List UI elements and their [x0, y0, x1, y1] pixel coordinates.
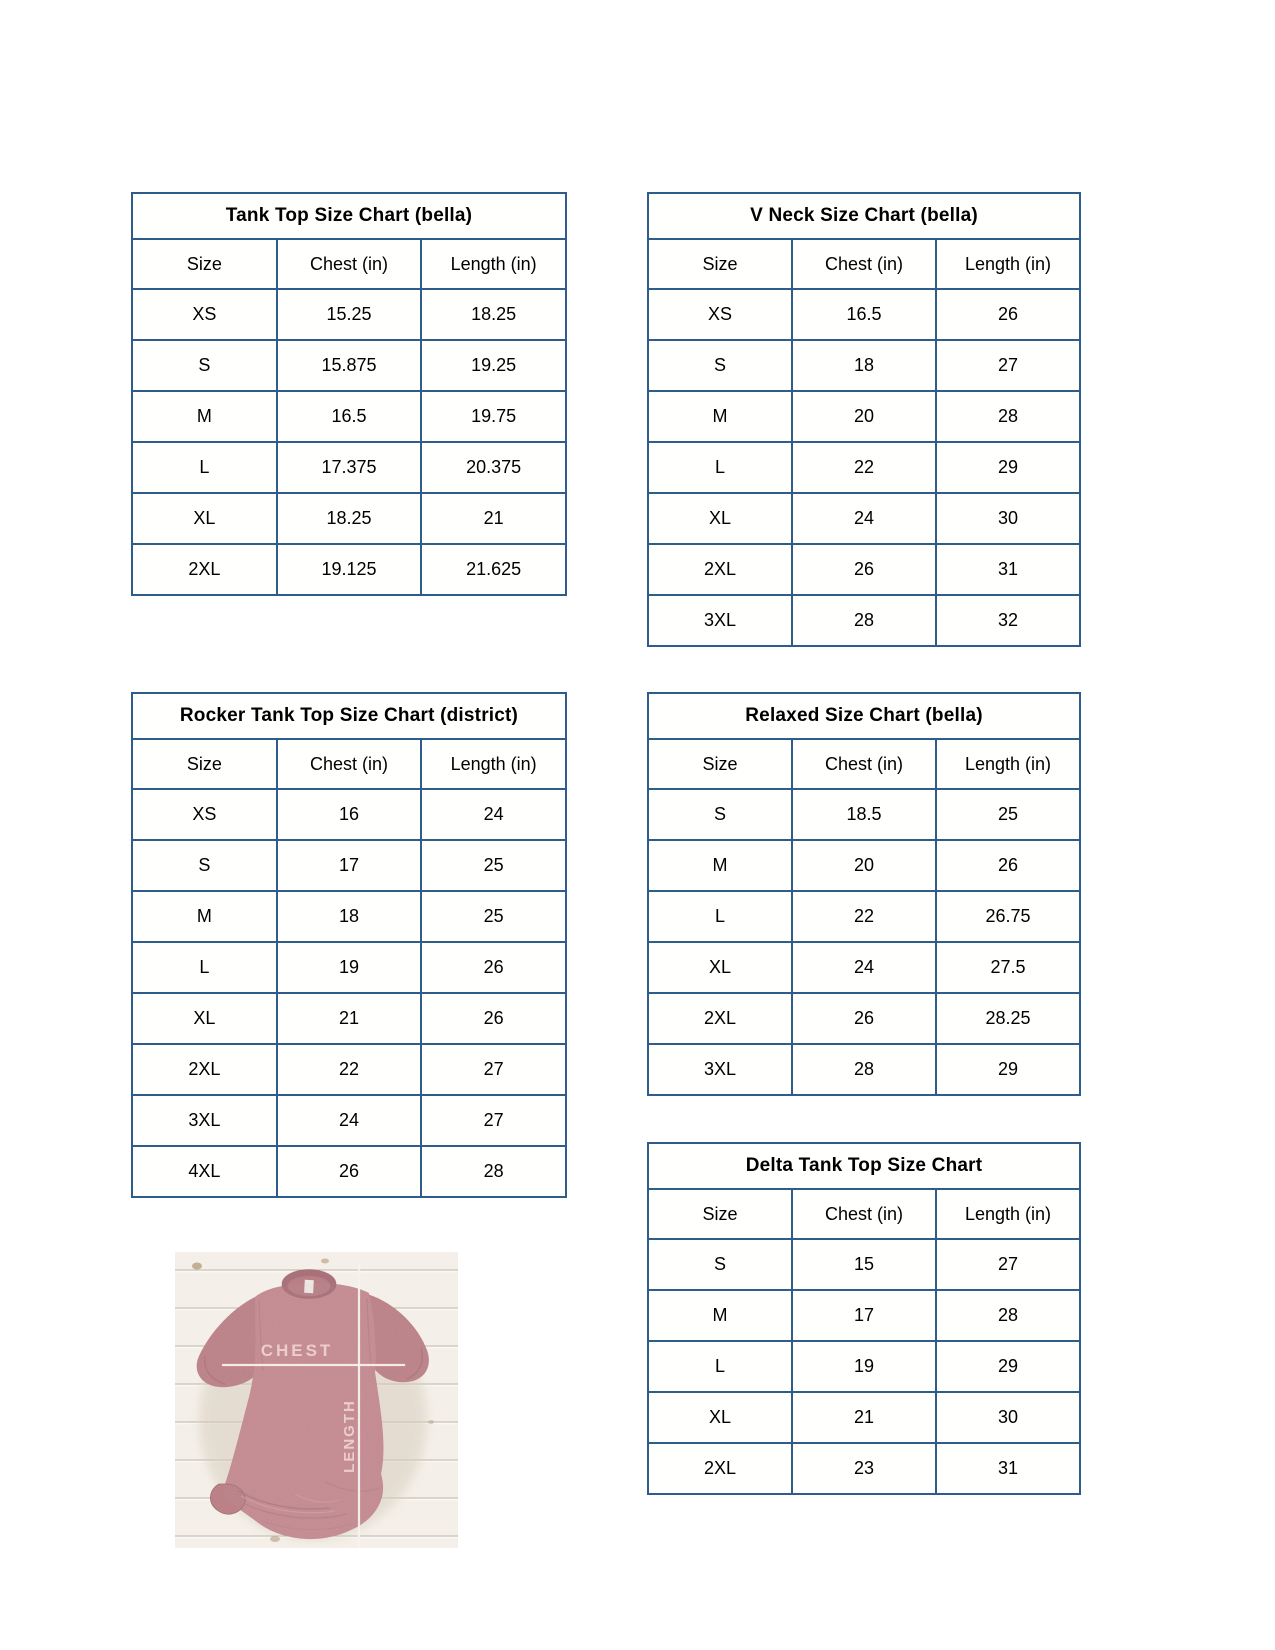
length-cell: 26 — [421, 993, 566, 1044]
length-cell: 26 — [421, 942, 566, 993]
size-row — [132, 493, 566, 544]
column-header-chest: Chest (in) — [792, 739, 936, 789]
chest-cell: 22 — [792, 891, 936, 942]
size-row — [648, 1341, 1080, 1392]
size-row — [132, 340, 566, 391]
size-row — [132, 442, 566, 493]
size-cell: 2XL — [648, 544, 792, 595]
length-cell: 25 — [421, 891, 566, 942]
size-row — [132, 1095, 566, 1146]
size-cell: 3XL — [132, 1095, 277, 1146]
length-cell: 26 — [936, 289, 1080, 340]
length-cell: 27 — [421, 1095, 566, 1146]
size-row — [648, 840, 1080, 891]
column-header-chest: Chest (in) — [277, 739, 422, 789]
size-row — [132, 942, 566, 993]
size-row — [648, 942, 1080, 993]
chest-cell: 18.25 — [277, 493, 422, 544]
column-header-row — [132, 739, 566, 789]
size-cell: XL — [132, 993, 277, 1044]
size-row — [648, 1392, 1080, 1443]
size-cell: L — [132, 442, 277, 493]
table-title: Delta Tank Top Size Chart — [648, 1143, 1080, 1189]
size-cell: XS — [132, 289, 277, 340]
size-row — [132, 993, 566, 1044]
size-row — [648, 891, 1080, 942]
size-cell: XL — [132, 493, 277, 544]
chest-cell: 17.375 — [277, 442, 422, 493]
chest-cell: 19.125 — [277, 544, 422, 595]
length-cell: 30 — [936, 493, 1080, 544]
size-cell: M — [648, 1290, 792, 1341]
chest-cell: 18 — [792, 340, 936, 391]
column-header-size: Size — [648, 739, 792, 789]
size-row — [132, 789, 566, 840]
length-cell: 27 — [421, 1044, 566, 1095]
chest-cell: 15 — [792, 1239, 936, 1290]
length-cell: 29 — [936, 442, 1080, 493]
size-cell: XL — [648, 493, 792, 544]
column-header-size: Size — [132, 739, 277, 789]
chest-cell: 16 — [277, 789, 422, 840]
length-label: LENGTH — [341, 1399, 358, 1473]
length-cell: 27 — [936, 1239, 1080, 1290]
size-row — [648, 789, 1080, 840]
length-cell: 29 — [936, 1341, 1080, 1392]
length-cell: 30 — [936, 1392, 1080, 1443]
size-cell: 2XL — [648, 993, 792, 1044]
size-row — [648, 544, 1080, 595]
size-cell: XS — [132, 789, 277, 840]
chest-cell: 15.25 — [277, 289, 422, 340]
table-title: Relaxed Size Chart (bella) — [648, 693, 1080, 739]
chest-cell: 15.875 — [277, 340, 422, 391]
size-row — [648, 391, 1080, 442]
length-cell: 19.75 — [421, 391, 566, 442]
length-cell: 26 — [936, 840, 1080, 891]
size-row — [132, 544, 566, 595]
chest-cell: 28 — [792, 1044, 936, 1095]
chest-cell: 28 — [792, 595, 936, 646]
chest-cell: 24 — [277, 1095, 422, 1146]
size-row — [648, 340, 1080, 391]
length-cell: 20.375 — [421, 442, 566, 493]
rocker-tank-size-chart-table — [131, 692, 567, 1198]
chest-cell: 20 — [792, 840, 936, 891]
size-cell: S — [132, 340, 277, 391]
size-cell: M — [132, 391, 277, 442]
column-header-length: Length (in) — [936, 739, 1080, 789]
column-header-length: Length (in) — [936, 1189, 1080, 1239]
size-row — [648, 1044, 1080, 1095]
size-cell: XL — [648, 942, 792, 993]
length-cell: 27 — [936, 340, 1080, 391]
column-header-chest: Chest (in) — [792, 239, 936, 289]
column-header-size: Size — [648, 1189, 792, 1239]
table-title: Tank Top Size Chart (bella) — [132, 193, 566, 239]
size-cell: M — [132, 891, 277, 942]
size-cell: L — [132, 942, 277, 993]
size-row — [648, 1290, 1080, 1341]
length-cell: 25 — [936, 789, 1080, 840]
table-title-row — [648, 193, 1080, 239]
size-cell: L — [648, 891, 792, 942]
chest-label: CHEST — [260, 1341, 334, 1360]
size-cell: 2XL — [648, 1443, 792, 1494]
chest-cell: 16.5 — [277, 391, 422, 442]
size-cell: M — [648, 391, 792, 442]
chest-cell: 18.5 — [792, 789, 936, 840]
size-row — [132, 891, 566, 942]
column-header-size: Size — [132, 239, 277, 289]
chest-cell: 26 — [792, 544, 936, 595]
size-row — [132, 289, 566, 340]
size-row — [132, 840, 566, 891]
size-row — [648, 442, 1080, 493]
size-cell: L — [648, 1341, 792, 1392]
table-title: Rocker Tank Top Size Chart (district) — [132, 693, 566, 739]
length-cell: 19.25 — [421, 340, 566, 391]
size-cell: S — [648, 340, 792, 391]
chest-cell: 20 — [792, 391, 936, 442]
size-cell: 4XL — [132, 1146, 277, 1197]
column-header-chest: Chest (in) — [792, 1189, 936, 1239]
size-row — [648, 1443, 1080, 1494]
column-header-length: Length (in) — [421, 239, 566, 289]
size-row — [132, 1146, 566, 1197]
length-cell: 31 — [936, 544, 1080, 595]
column-header-length: Length (in) — [936, 239, 1080, 289]
chest-cell: 17 — [792, 1290, 936, 1341]
chest-cell: 21 — [792, 1392, 936, 1443]
size-cell: 3XL — [648, 1044, 792, 1095]
shirt-measurement-photo — [175, 1252, 458, 1548]
length-cell: 25 — [421, 840, 566, 891]
chest-cell: 26 — [792, 993, 936, 1044]
size-row — [648, 289, 1080, 340]
shirt-photo-illustration — [175, 1252, 458, 1548]
length-cell: 21 — [421, 493, 566, 544]
table-title-row — [132, 193, 566, 239]
size-row — [648, 1239, 1080, 1290]
size-cell: XS — [648, 289, 792, 340]
size-cell: S — [132, 840, 277, 891]
length-cell: 24 — [421, 789, 566, 840]
length-cell: 31 — [936, 1443, 1080, 1494]
length-cell: 28.25 — [936, 993, 1080, 1044]
length-cell: 29 — [936, 1044, 1080, 1095]
chest-cell: 16.5 — [792, 289, 936, 340]
column-header-row — [132, 239, 566, 289]
size-cell: S — [648, 789, 792, 840]
length-cell: 18.25 — [421, 289, 566, 340]
chest-cell: 19 — [792, 1341, 936, 1392]
chest-cell: 21 — [277, 993, 422, 1044]
length-cell: 21.625 — [421, 544, 566, 595]
table-title-row — [648, 693, 1080, 739]
table-title-row — [648, 1143, 1080, 1189]
chest-cell: 26 — [277, 1146, 422, 1197]
chest-cell: 23 — [792, 1443, 936, 1494]
size-row — [132, 391, 566, 442]
size-cell: M — [648, 840, 792, 891]
size-cell: 2XL — [132, 544, 277, 595]
length-cell: 26.75 — [936, 891, 1080, 942]
size-cell: S — [648, 1239, 792, 1290]
size-cell: L — [648, 442, 792, 493]
length-cell: 28 — [936, 1290, 1080, 1341]
chest-cell: 24 — [792, 493, 936, 544]
column-header-row — [648, 239, 1080, 289]
size-row — [648, 595, 1080, 646]
relaxed-size-chart-table — [647, 692, 1081, 1096]
size-row — [132, 1044, 566, 1095]
column-header-size: Size — [648, 239, 792, 289]
size-row — [648, 993, 1080, 1044]
delta-tank-size-chart-table — [647, 1142, 1081, 1495]
length-cell: 27.5 — [936, 942, 1080, 993]
table-title: V Neck Size Chart (bella) — [648, 193, 1080, 239]
chest-cell: 18 — [277, 891, 422, 942]
length-cell: 32 — [936, 595, 1080, 646]
column-header-row — [648, 1189, 1080, 1239]
size-cell: 3XL — [648, 595, 792, 646]
chest-cell: 24 — [792, 942, 936, 993]
length-cell: 28 — [421, 1146, 566, 1197]
column-header-row — [648, 739, 1080, 789]
size-cell: 2XL — [132, 1044, 277, 1095]
size-cell: XL — [648, 1392, 792, 1443]
size-row — [648, 493, 1080, 544]
table-title-row — [132, 693, 566, 739]
chest-cell: 19 — [277, 942, 422, 993]
chest-measure-line — [222, 1364, 405, 1366]
v-neck-size-chart-table — [647, 192, 1081, 647]
tank-top-size-chart-table — [131, 192, 567, 596]
column-header-length: Length (in) — [421, 739, 566, 789]
chest-cell: 17 — [277, 840, 422, 891]
chest-cell: 22 — [792, 442, 936, 493]
column-header-chest: Chest (in) — [277, 239, 422, 289]
length-cell: 28 — [936, 391, 1080, 442]
chest-cell: 22 — [277, 1044, 422, 1095]
